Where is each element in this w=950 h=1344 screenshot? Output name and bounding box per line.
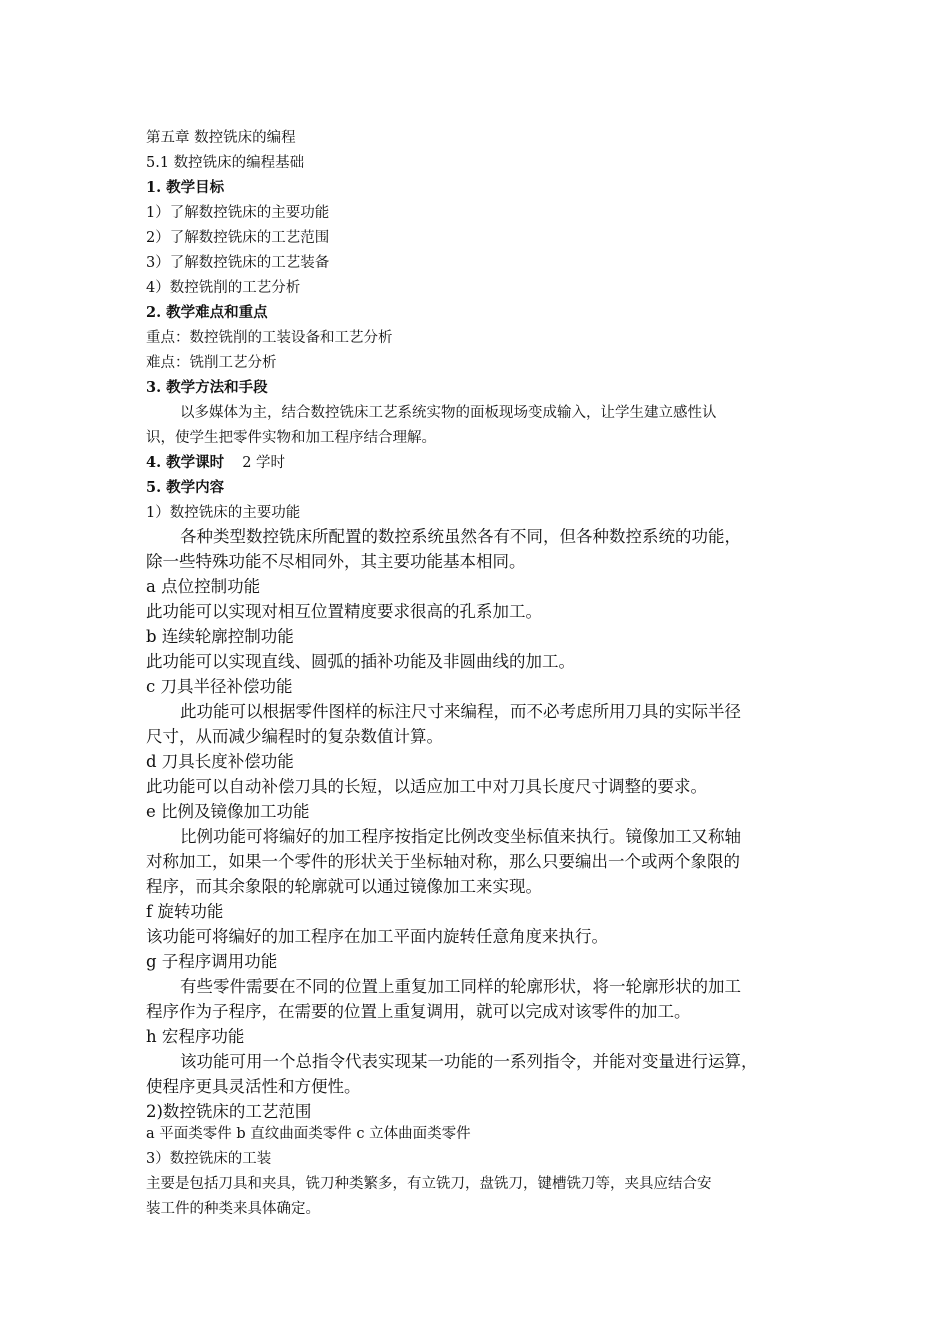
hours-value: 2 学时 — [242, 455, 286, 471]
section-title: 5.1 数控铣床的编程基础 — [146, 155, 305, 171]
function-e-text-2: 对称加工，如果一个零件的形状关于坐标轴对称，那么只要编出一个或两个象限的 — [146, 852, 740, 871]
function-c-text-1: 此功能可以根据零件图样的标注尺寸来编程，而不必考虑所用刀具的实际半径 — [180, 702, 741, 721]
function-e-title: e 比例及镜像加工功能 — [146, 802, 310, 821]
function-h-title: h 宏程序功能 — [146, 1027, 245, 1046]
function-d-text: 此功能可以自动补偿刀具的长短，以适应加工中对刀具长度尺寸调整的要求。 — [146, 777, 707, 796]
function-e-text-1: 比例功能可将编好的加工程序按指定比例改变坐标值来执行。镜像加工又称轴 — [180, 827, 741, 846]
function-g-text-2: 程序作为子程序，在需要的位置上重复调用，就可以完成对该零件的加工。 — [146, 1002, 691, 1021]
tooling-text-2: 装工件的种类来具体确定。 — [146, 1201, 320, 1217]
heading-content: 5. 教学内容 — [146, 479, 225, 496]
goal-item: 1）了解数控铣床的主要功能 — [146, 205, 330, 221]
chapter-title: 第五章 数控铣床的编程 — [146, 130, 296, 146]
heading-hours-row — [146, 456, 285, 471]
function-f-title: f 旋转功能 — [146, 902, 224, 921]
intro-text-1: 各种类型数控铣床所配置的数控系统虽然各有不同，但各种数控系统的功能， — [180, 527, 741, 546]
function-h-text-1: 该功能可用一个总指令代表实现某一功能的一系列指令，并能对变量进行运算， — [180, 1052, 758, 1071]
intro-text-2: 除一些特殊功能不尽相同外，其主要功能基本相同。 — [146, 552, 526, 571]
method-text-1: 以多媒体为主，结合数控铣床工艺系统实物的面板现场变成输入，让学生建立感性认 — [180, 405, 717, 421]
function-h-text-2: 使程序更具灵活性和方便性。 — [146, 1077, 361, 1096]
function-a-text: 此功能可以实现对相互位置精度要求很高的孔系加工。 — [146, 602, 542, 621]
focus-text: 重点：数控铣削的工装设备和工艺分析 — [146, 330, 393, 346]
tooling-text-1: 主要是包括刀具和夹具，铣刀种类繁多，有立铣刀，盘铣刀，键槽铣刀等，夹具应结合安 — [146, 1176, 712, 1192]
function-f-text: 该功能可将编好的加工程序在加工平面内旋转任意角度来执行。 — [146, 927, 608, 946]
function-c-title: c 刀具半径补偿功能 — [146, 677, 293, 696]
function-c-text-2: 尺寸，从而减少编程时的复杂数值计算。 — [146, 727, 443, 746]
heading-goals: 1. 教学目标 — [146, 179, 225, 196]
function-d-title: d 刀具长度补偿功能 — [146, 752, 294, 771]
function-g-text-1: 有些零件需要在不同的位置上重复加工同样的轮廓形状，将一轮廓形状的加工 — [180, 977, 741, 996]
subsection-functions: 1）数控铣床的主要功能 — [146, 505, 301, 521]
function-b-title: b 连续轮廓控制功能 — [146, 627, 294, 646]
heading-key-points: 2. 教学难点和重点 — [146, 304, 268, 321]
function-e-text-3: 程序，而其余象限的轮廓就可以通过镜像加工来实现。 — [146, 877, 542, 896]
goal-item: 3）了解数控铣床的工艺装备 — [146, 255, 330, 271]
goal-item: 4）数控铣削的工艺分析 — [146, 280, 301, 296]
subsection-range: 2)数控铣床的工艺范围 — [146, 1102, 312, 1121]
method-text-2: 识，使学生把零件实物和加工程序结合理解。 — [146, 430, 436, 446]
heading-hours: 4. 教学课时 — [146, 454, 225, 471]
subsection-tooling: 3）数控铣床的工装 — [146, 1151, 272, 1167]
range-text: a 平面类零件 b 直纹曲面类零件 c 立体曲面类零件 — [146, 1126, 471, 1142]
heading-methods: 3. 教学方法和手段 — [146, 379, 268, 396]
difficulty-text: 难点：铣削工艺分析 — [146, 355, 277, 371]
goal-item: 2）了解数控铣床的工艺范围 — [146, 230, 330, 246]
function-b-text: 此功能可以实现直线、圆弧的插补功能及非圆曲线的加工。 — [146, 652, 575, 671]
function-g-title: g 子程序调用功能 — [146, 952, 278, 971]
function-a-title: a 点位控制功能 — [146, 577, 261, 596]
